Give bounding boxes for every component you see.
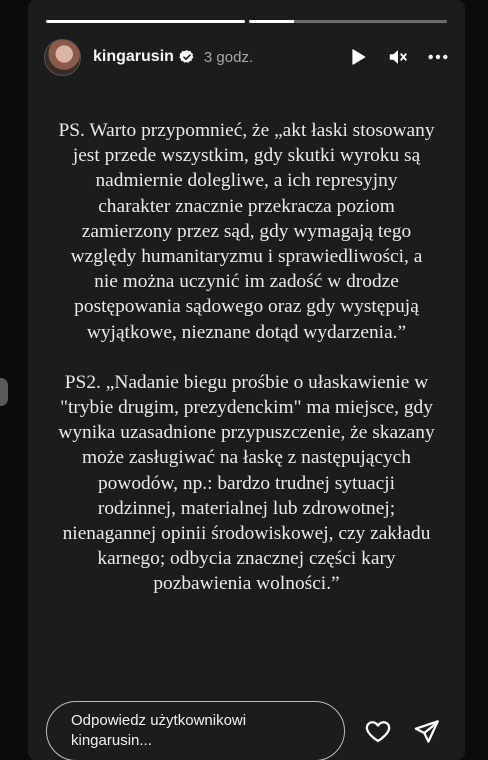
verified-badge-icon: [179, 49, 195, 65]
story-controls: [347, 46, 449, 68]
play-icon[interactable]: [347, 46, 369, 68]
story-paragraph-2: PS2. „Nadanie biegu prośbie o ułaskawienie w "trybie drugim, prezydenckim" ma miejsce, gdy wynika uzasadnione przypuszczenie, że skazany może zasługiwać na łaskę z następujących powodów, np.: bardzo trudnej sytuacji rodzinnej, materialnej lub zdrowotnej; nienagannej opinii środowiskowej, czy zakładu karnego; odbycia znacznej części kary pozbawienia wolności.”: [58, 371, 435, 595]
footer-actions: [363, 716, 447, 746]
progress-fill-1: [46, 20, 245, 23]
more-options-icon[interactable]: [427, 46, 449, 68]
author-username[interactable]: kingarusin: [93, 48, 174, 65]
muted-speaker-icon[interactable]: [387, 46, 409, 68]
send-icon[interactable]: [411, 716, 441, 746]
reply-input[interactable]: Odpowiedz użytkownikowi kingarusin...: [46, 701, 345, 760]
heart-icon[interactable]: [363, 716, 393, 746]
previous-story-handle[interactable]: [0, 378, 8, 406]
story-progress-bar: [46, 20, 447, 23]
avatar[interactable]: [44, 39, 81, 76]
story-header: [44, 38, 449, 76]
progress-fill-2: [249, 20, 295, 23]
story-text: [28, 118, 465, 597]
post-timestamp: 3 godz.: [203, 48, 254, 66]
story-footer: [46, 702, 447, 760]
story-card[interactable]: [28, 0, 465, 760]
progress-segment-1: [46, 20, 245, 23]
progress-segment-2: [249, 20, 448, 23]
story-paragraph-1: PS. Warto przypomnieć, że „akt łaski stosowany jest przede wszystkim, gdy skutki wyroku są nadmiernie dolegliwe, a ich represyjny charakter znacznie przekracza poziom zamierzony przez sąd, gdy wymagają tego względy humanitaryzmu i sprawiedliwości, a nie można uczynić im zadość w drodze postępowania sądowego oraz gdy występują wyjątkowe, nieznane dotąd wydarzenia.”: [58, 120, 435, 343]
